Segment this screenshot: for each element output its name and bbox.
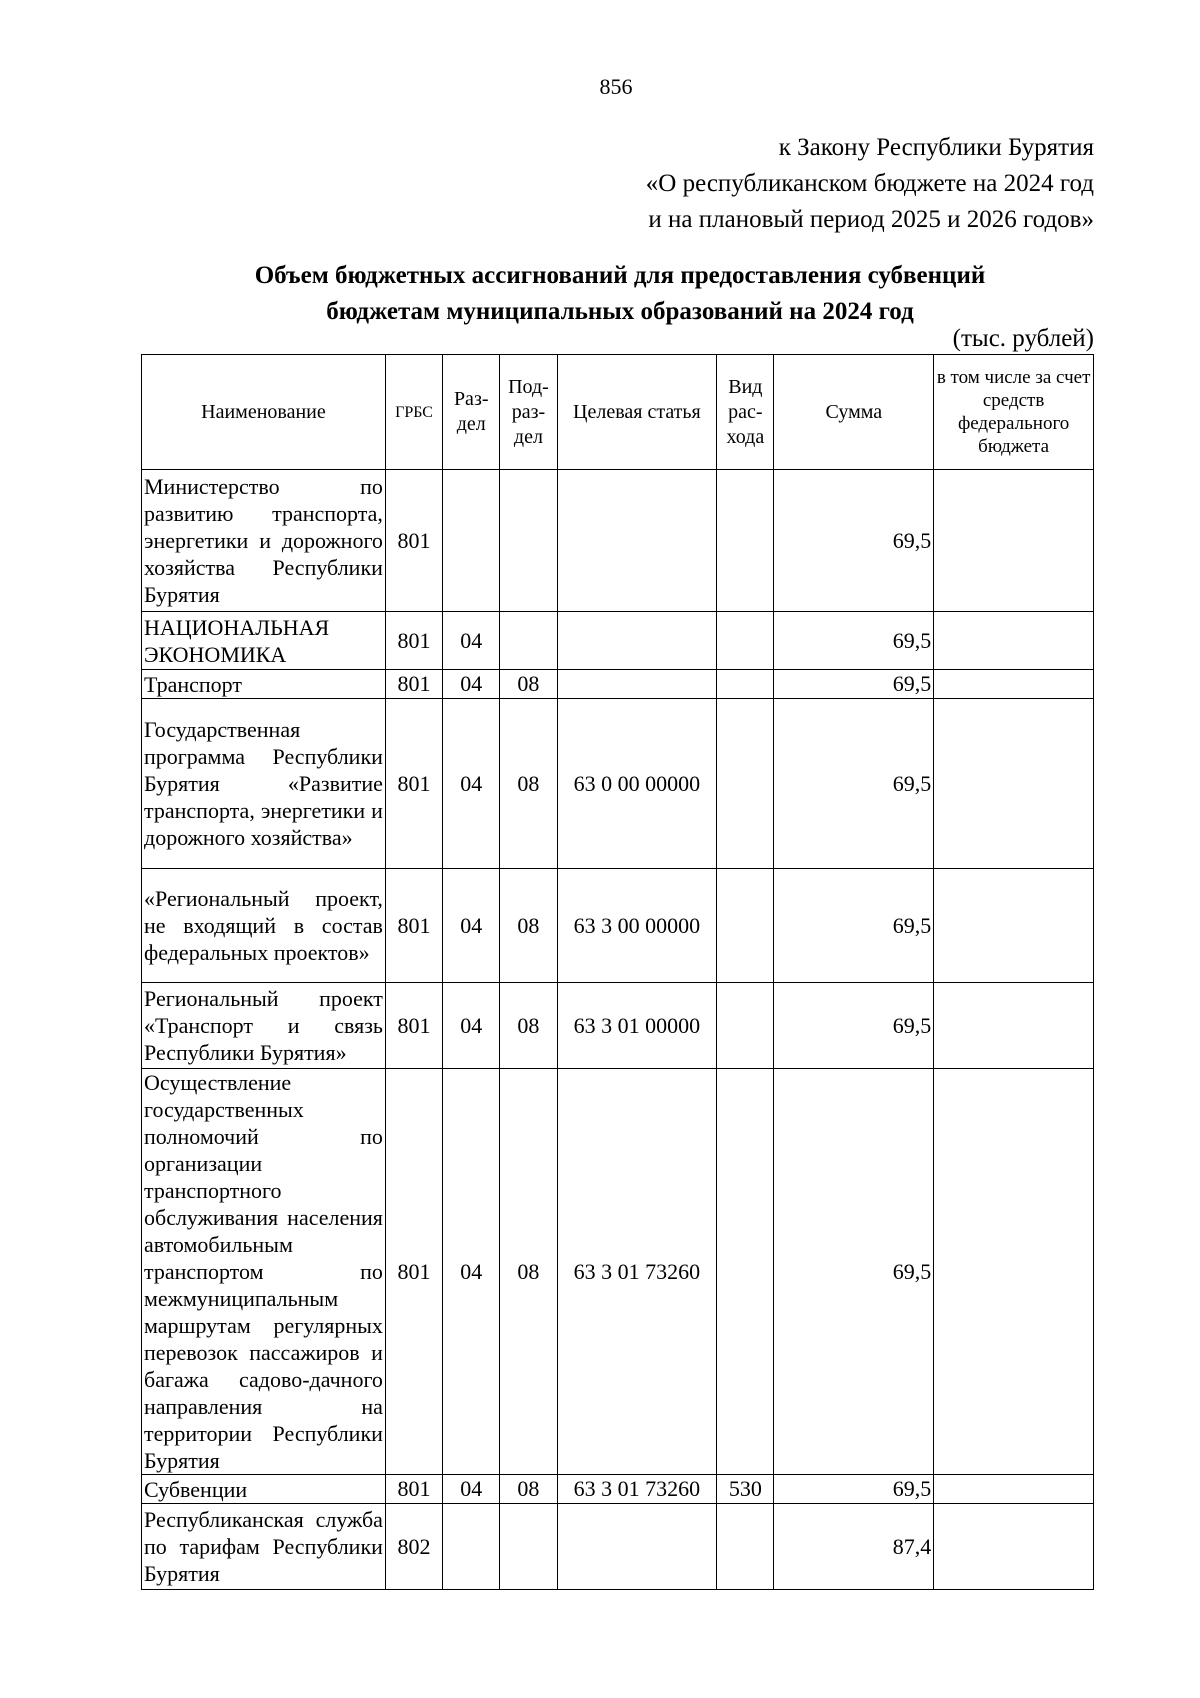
row-vid (717, 612, 774, 670)
row-target (557, 1504, 717, 1590)
row-sum: 69,5 (774, 1069, 934, 1475)
row-podrazdel: 08 (500, 1069, 557, 1475)
row-name: НАЦИОНАЛЬНАЯ ЭКОНОМИКА (142, 612, 386, 670)
row-podrazdel: 08 (500, 983, 557, 1069)
table-row (142, 1504, 1094, 1590)
row-razdel: 04 (443, 869, 500, 983)
row-federal (934, 869, 1094, 983)
budget-table (141, 354, 1094, 1590)
row-target: 63 3 00 00000 (557, 869, 717, 983)
row-razdel (443, 1504, 500, 1590)
row-target: 63 3 01 73260 (557, 1069, 717, 1475)
row-grbs: 802 (385, 1504, 442, 1590)
law-reference (394, 130, 1094, 238)
document-title-line-2: бюджетам муниципальных образований на 2024 год (326, 298, 914, 325)
row-federal (934, 612, 1094, 670)
col-header-vid: Вид рас-хода (717, 355, 774, 470)
row-sum: 69,5 (774, 670, 934, 699)
row-razdel: 04 (443, 612, 500, 670)
col-header-grbs: ГРБС (385, 355, 442, 470)
row-name: Республиканская служба по тарифам Республики Бурятия (142, 1504, 386, 1590)
row-grbs: 801 (385, 983, 442, 1069)
row-target: 63 3 01 73260 (557, 1475, 717, 1504)
table-row (142, 612, 1094, 670)
law-reference-line-1: к Закону Республики Бурятия (778, 134, 1094, 161)
table-header-row (142, 355, 1094, 470)
row-razdel: 04 (443, 670, 500, 699)
row-federal (934, 699, 1094, 869)
col-header-razdel: Раз-дел (443, 355, 500, 470)
row-sum: 87,4 (774, 1504, 934, 1590)
row-razdel: 04 (443, 983, 500, 1069)
row-sum: 69,5 (774, 612, 934, 670)
row-razdel: 04 (443, 1475, 500, 1504)
row-razdel: 04 (443, 699, 500, 869)
table-row (142, 670, 1094, 699)
row-podrazdel (500, 470, 557, 612)
row-name: Министерство по развитию транспорта, энергетики и дорожного хозяйства Республики Бурятия (142, 470, 386, 612)
row-sum: 69,5 (774, 699, 934, 869)
row-name: «Региональный проект, не входящий в состав федеральных проектов» (142, 869, 386, 983)
table-row (142, 869, 1094, 983)
row-target: 63 0 00 00000 (557, 699, 717, 869)
table-row (142, 983, 1094, 1069)
row-federal (934, 470, 1094, 612)
row-target (557, 670, 717, 699)
row-vid (717, 869, 774, 983)
row-name: Региональный проект «Транспорт и связь Республики Бурятия» (142, 983, 386, 1069)
law-reference-line-2: «О республиканском бюджете на 2024 год (645, 170, 1094, 197)
row-podrazdel: 08 (500, 1475, 557, 1504)
table-row (142, 1069, 1094, 1475)
row-podrazdel (500, 1504, 557, 1590)
row-vid (717, 983, 774, 1069)
row-podrazdel: 08 (500, 869, 557, 983)
row-target (557, 470, 717, 612)
row-grbs: 801 (385, 1475, 442, 1504)
row-sum: 69,5 (774, 1475, 934, 1504)
row-vid (717, 1069, 774, 1475)
row-vid (717, 670, 774, 699)
row-vid (717, 699, 774, 869)
row-federal (934, 670, 1094, 699)
row-federal (934, 1504, 1094, 1590)
row-name: Транспорт (142, 670, 386, 699)
col-header-name: Наименование (142, 355, 386, 470)
row-name: Субвенции (142, 1475, 386, 1504)
row-name: Осуществление государственных полномочий по организации транспортного обслуживания населения автомобильным транспортом по межмуниципальным маршрутам регулярных перевозок пассажиров и багажа садово-дачного направления на территории Республики Бурятия (142, 1069, 386, 1475)
row-podrazdel (500, 612, 557, 670)
law-reference-line-3: и на плановый период 2025 и 2026 годов» (648, 206, 1094, 233)
row-grbs: 801 (385, 699, 442, 869)
row-grbs: 801 (385, 612, 442, 670)
row-target (557, 612, 717, 670)
table-row (142, 470, 1094, 612)
units-label: (тыс. рублей) (952, 325, 1094, 352)
row-federal (934, 983, 1094, 1069)
page-number: 856 (599, 74, 633, 99)
row-vid (717, 470, 774, 612)
document-title (140, 258, 1100, 330)
col-header-federal: в том числе за счет средств федерального бюджета (934, 355, 1094, 470)
row-sum: 69,5 (774, 983, 934, 1069)
row-grbs: 801 (385, 470, 442, 612)
row-sum: 69,5 (774, 869, 934, 983)
row-grbs: 801 (385, 869, 442, 983)
col-header-podrazdel: Под-раз-дел (500, 355, 557, 470)
row-podrazdel: 08 (500, 670, 557, 699)
document-title-line-1: Объем бюджетных ассигнований для предоставления субвенций (254, 262, 986, 289)
col-header-target: Целевая статья (557, 355, 717, 470)
row-sum: 69,5 (774, 470, 934, 612)
row-vid: 530 (717, 1475, 774, 1504)
row-federal (934, 1475, 1094, 1504)
row-federal (934, 1069, 1094, 1475)
row-grbs: 801 (385, 1069, 442, 1475)
row-podrazdel: 08 (500, 699, 557, 869)
row-razdel (443, 470, 500, 612)
table-row (142, 1475, 1094, 1504)
row-target: 63 3 01 00000 (557, 983, 717, 1069)
row-vid (717, 1504, 774, 1590)
row-razdel: 04 (443, 1069, 500, 1475)
row-grbs: 801 (385, 670, 442, 699)
table-row (142, 699, 1094, 869)
col-header-sum: Сумма (774, 355, 934, 470)
row-name: Государственная программа Республики Бурятия «Развитие транспорта, энергетики и дорожного хозяйства» (142, 699, 386, 869)
